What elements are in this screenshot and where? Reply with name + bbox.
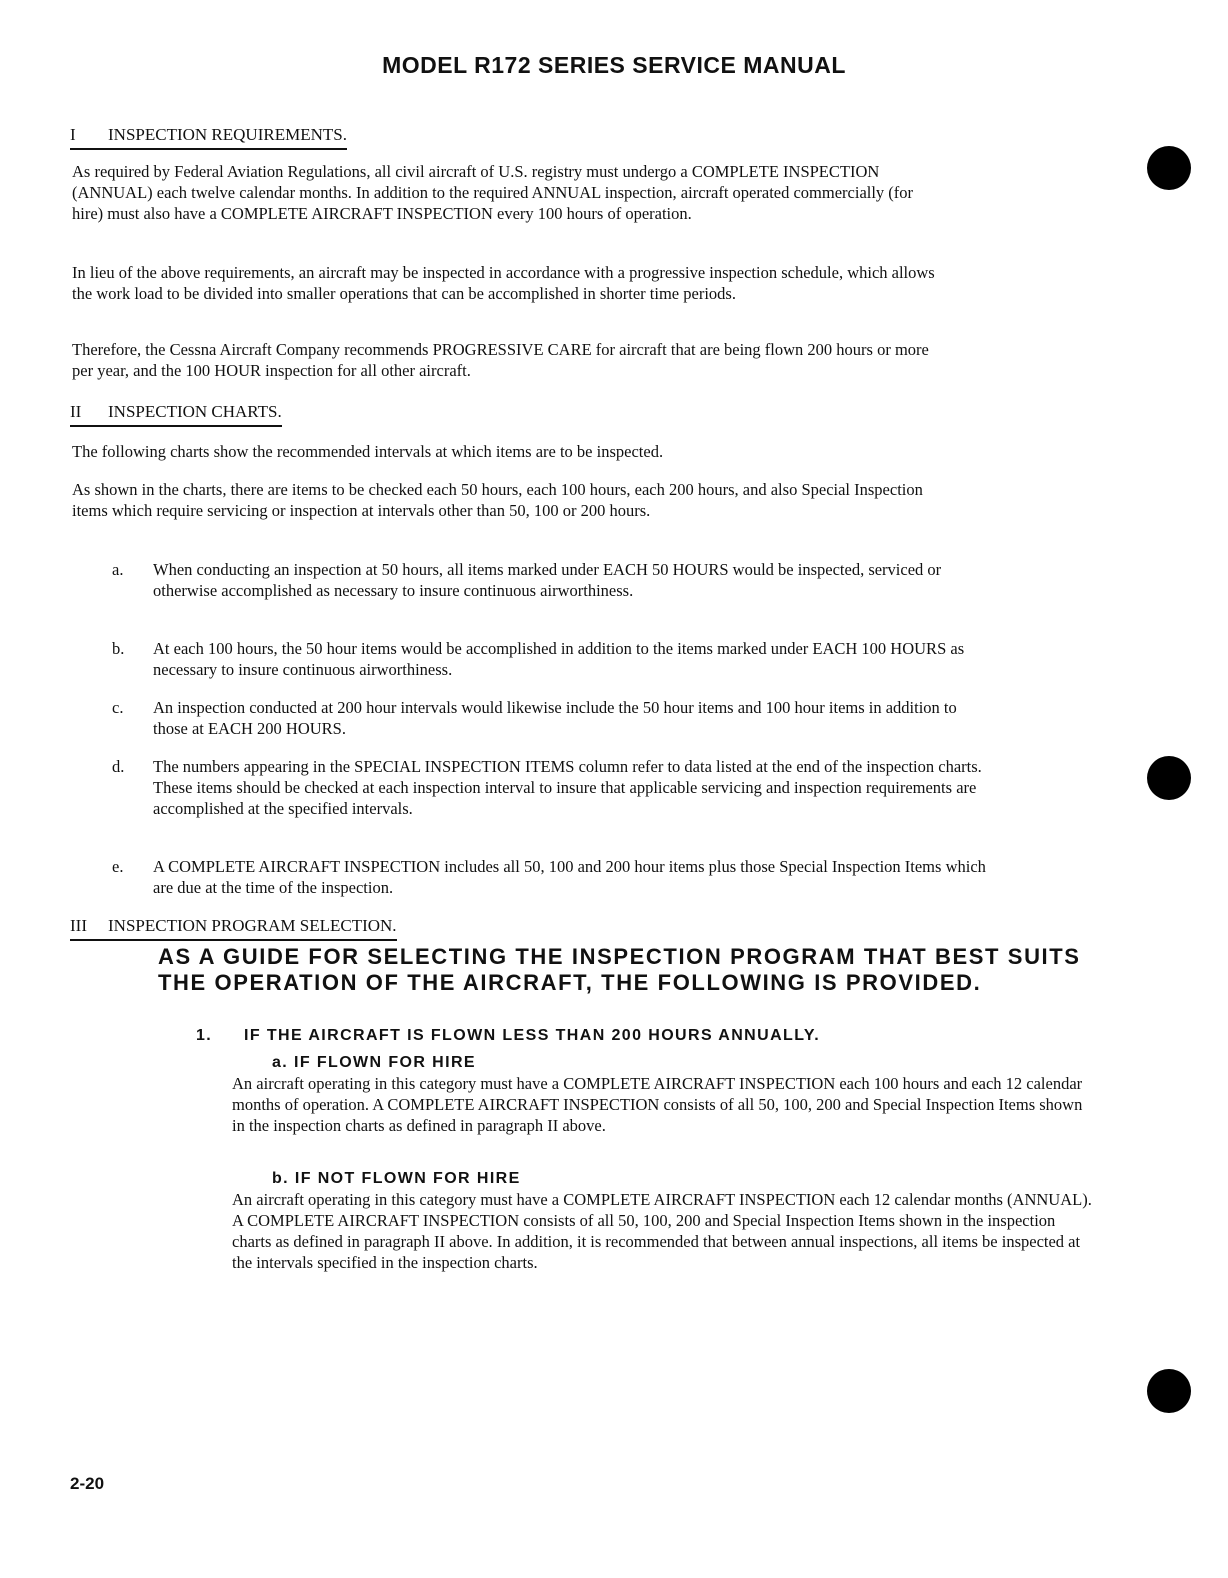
section-1-number: I bbox=[70, 125, 76, 144]
section-2-paragraph-2: As shown in the charts, there are items to be checked each 50 hours, each 100 hours, each 200 hours, and also Special Inspection items which require servicing or inspection at intervals other than 50, 100 or 200 hours. bbox=[72, 480, 923, 520]
section-2-title: INSPECTION CHARTS. bbox=[108, 402, 282, 421]
section-1-paragraph-1: As required by Federal Aviation Regulations, all civil aircraft of U.S. registry must undergo a COMPLETE INSPECTION (ANNUAL) each twelve calendar months. In addition to the required ANNUAL inspection, aircraft operated commercially (for hire) must also have a COMPLETE AIRCRAFT INSPECTION every 100 hours of operation. bbox=[72, 162, 914, 223]
list-item-e bbox=[112, 856, 992, 898]
list-item-b bbox=[112, 638, 992, 680]
section-3-title: INSPECTION PROGRAM SELECTION. bbox=[108, 916, 397, 935]
list-item-c bbox=[112, 697, 992, 739]
list-item-letter: a. bbox=[112, 560, 124, 579]
list-item-text: At each 100 hours, the 50 hour items would be accomplished in addition to the items marked under EACH 100 HOURS as necessary to insure continuous airworthiness. bbox=[153, 639, 965, 679]
punch-hole-middle bbox=[1147, 756, 1191, 800]
list-item-d bbox=[112, 756, 992, 819]
list-item-text: When conducting an inspection at 50 hours, all items marked under EACH 50 HOURS would be inspected, serviced or otherwise accomplished as necessary to insure continuous airworthiness. bbox=[153, 560, 942, 600]
case-1-number: 1. bbox=[196, 1027, 213, 1044]
case-1b-heading: b. IF NOT FLOWN FOR HIRE bbox=[272, 1170, 521, 1187]
list-item-text: An inspection conducted at 200 hour intervals would likewise include the 50 hour items and 100 hour items in addition to those at EACH 200 HOURS. bbox=[153, 698, 957, 738]
list-item-a bbox=[112, 559, 992, 601]
section-1-title: INSPECTION REQUIREMENTS. bbox=[108, 125, 347, 144]
section-1-heading bbox=[70, 125, 347, 150]
list-item-text: The numbers appearing in the SPECIAL INSPECTION ITEMS column refer to data listed at the end of the inspection charts. These items should be checked at each inspection interval to insure that applicable servicing and inspection requirements are accomplished at the specified intervals. bbox=[153, 757, 982, 818]
section-2-number: II bbox=[70, 402, 82, 421]
list-item-letter: b. bbox=[112, 639, 125, 658]
case-1-heading bbox=[196, 1027, 820, 1045]
section-1-paragraph-2: In lieu of the above requirements, an aircraft may be inspected in accordance with a progressive inspection schedule, which allows the work load to be divided into smaller operations that can be accomplished in shorter time periods. bbox=[72, 263, 935, 303]
punch-hole-top bbox=[1147, 146, 1191, 190]
list-item-letter: d. bbox=[112, 757, 125, 776]
page-number: 2-20 bbox=[70, 1474, 105, 1493]
case-1-title: IF THE AIRCRAFT IS FLOWN LESS THAN 200 HOURS ANNUALLY. bbox=[244, 1027, 821, 1044]
case-1b-paragraph: An aircraft operating in this category must have a COMPLETE AIRCRAFT INSPECTION each 12 calendar months (ANNUAL). A COMPLETE AIRCRAFT INSPECTION consists of all 50, 100, 200 and Special Inspection Items shown in the inspection charts as defined in paragraph II above. In addition, it is recommended that between annual inspections, all items be inspected at the intervals specified in the inspection charts. bbox=[232, 1190, 1092, 1272]
punch-hole-bottom bbox=[1147, 1369, 1191, 1413]
page-title: MODEL R172 SERIES SERVICE MANUAL bbox=[382, 52, 846, 78]
list-item-text: A COMPLETE AIRCRAFT INSPECTION includes all 50, 100 and 200 hour items plus those Special Inspection Items which are due at the time of the inspection. bbox=[153, 857, 986, 897]
program-selection-guide: AS A GUIDE FOR SELECTING THE INSPECTION PROGRAM THAT BEST SUITS THE OPERATION OF THE AIRCRAFT, THE FOLLOWING IS PROVIDED. bbox=[158, 944, 1081, 995]
section-2-paragraph-1: The following charts show the recommended intervals at which items are to be inspected. bbox=[72, 442, 664, 461]
section-2-heading bbox=[70, 402, 282, 427]
list-item-letter: e. bbox=[112, 857, 124, 876]
section-3-heading bbox=[70, 916, 397, 941]
case-1a-heading: a. IF FLOWN FOR HIRE bbox=[272, 1054, 476, 1071]
case-1a-paragraph: An aircraft operating in this category must have a COMPLETE AIRCRAFT INSPECTION each 100 hours and each 12 calendar months of operation. A COMPLETE AIRCRAFT INSPECTION consists of all 50, 100, 200 and Special Inspection Items shown in the inspection charts as defined in paragraph II above. bbox=[232, 1074, 1083, 1135]
section-3-number: III bbox=[70, 916, 87, 935]
list-item-letter: c. bbox=[112, 698, 124, 717]
section-1-paragraph-3: Therefore, the Cessna Aircraft Company recommends PROGRESSIVE CARE for aircraft that are being flown 200 hours or more per year, and the 100 HOUR inspection for all other aircraft. bbox=[72, 340, 929, 380]
